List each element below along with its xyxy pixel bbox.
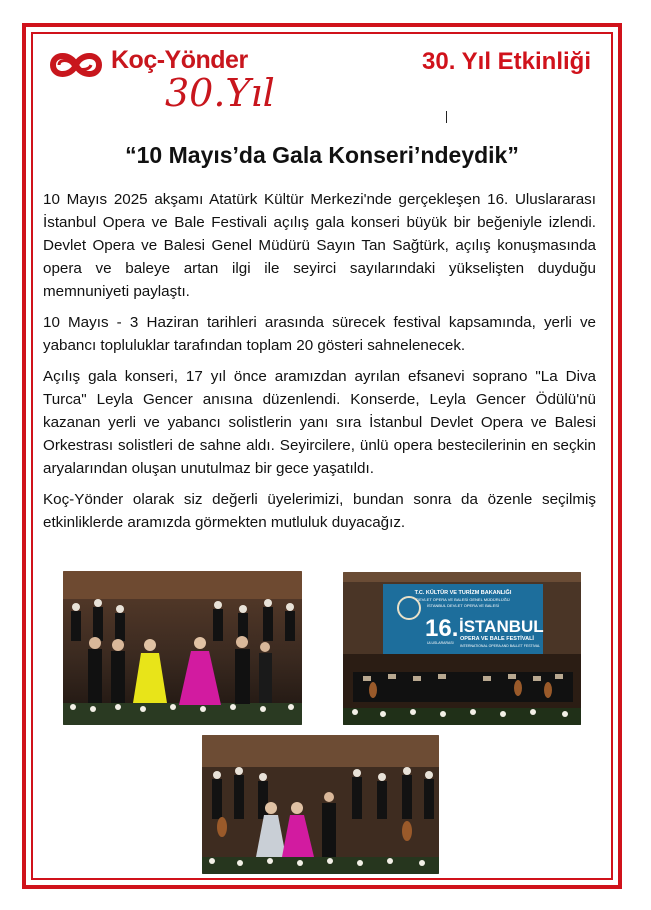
logo-wordmark: Koç-Yönder	[111, 46, 248, 74]
screen-festival-name: OPERA VE BALE FESTİVALİ	[460, 636, 534, 642]
screen-city: İSTANBUL	[459, 617, 544, 636]
text-cursor	[446, 111, 447, 123]
screen-international: ULUSLARARASI	[427, 641, 454, 645]
article-body	[43, 188, 596, 542]
screen-directorate: DEVLET OPERA VE BALESİ GENEL MÜDÜRLÜĞÜ	[416, 597, 510, 602]
screen-org: İSTANBUL DEVLET OPERA VE BALESİ	[426, 603, 500, 608]
paragraph-schedule: 10 Mayıs - 3 Haziran tarihleri arasında sürecek festival kapsamında, yerli ve yabancı topluluklar tarafından toplam 20 gösteri sahnelenecek.	[43, 314, 596, 354]
anniversary-event-title: 30. Yıl Etkinliği	[422, 48, 591, 75]
photo-duet-with-orchestra	[202, 735, 439, 874]
logo-knot-icon	[43, 45, 109, 85]
logo-anniversary-script: 30.Yıl	[165, 71, 275, 115]
koc-yonder-logo	[43, 43, 273, 123]
article-headline: “10 Mayıs’da Gala Konseri’ndeydik”	[125, 142, 519, 168]
paragraph-intro: 10 Mayıs 2025 akşamı Atatürk Kültür Merkezi'nde gerçekleşen 16. Uluslararası İstanbul Opera ve Bale Festivali açılış gala konseri büyük bir beğeniyle izlendi. Devlet Opera ve Balesi Genel Müdürü Sayın Tan Sağtürk, açılış konuşmasında opera ve baleye artan ilgi ile seyirci sayılarındaki yükselişten duyduğu memnuniyeti paylaştı.	[43, 191, 596, 300]
screen-ministry: T.C. KÜLTÜR VE TURİZM BAKANLIĞI	[414, 590, 512, 596]
screen-festival-number: 16.	[425, 615, 459, 642]
screen-festival-name-en: INTERNATIONAL OPERA AND BALLET FESTIVAL	[460, 644, 541, 648]
photo-festival-stage-screen	[343, 572, 581, 725]
paragraph-closing: Koç-Yönder olarak siz değerli üyelerimizi, bundan sonra da özenle seçilmiş etkinliklerde aramızda görmekten mutluluk duyacağız.	[43, 491, 596, 531]
paragraph-gala: Açılış gala konseri, 17 yıl önce aramızdan ayrılan efsanevi soprano "La Diva Turca" Leyla Gencer anısına düzenlendi. Konserde, Leyla Gencer Ödülü'nü kazanan yerli ve yabancı solistlerin yanı sıra İstanbul Devlet Opera ve Balesi Orkestrası solistleri de sahne aldı. Seyircilere, ünlü opera bestecilerinin en seçkin aryalarından oluşan unutulmaz bir gece yaşatıldı.	[43, 368, 596, 477]
photo-soloists-on-stage	[63, 571, 302, 725]
